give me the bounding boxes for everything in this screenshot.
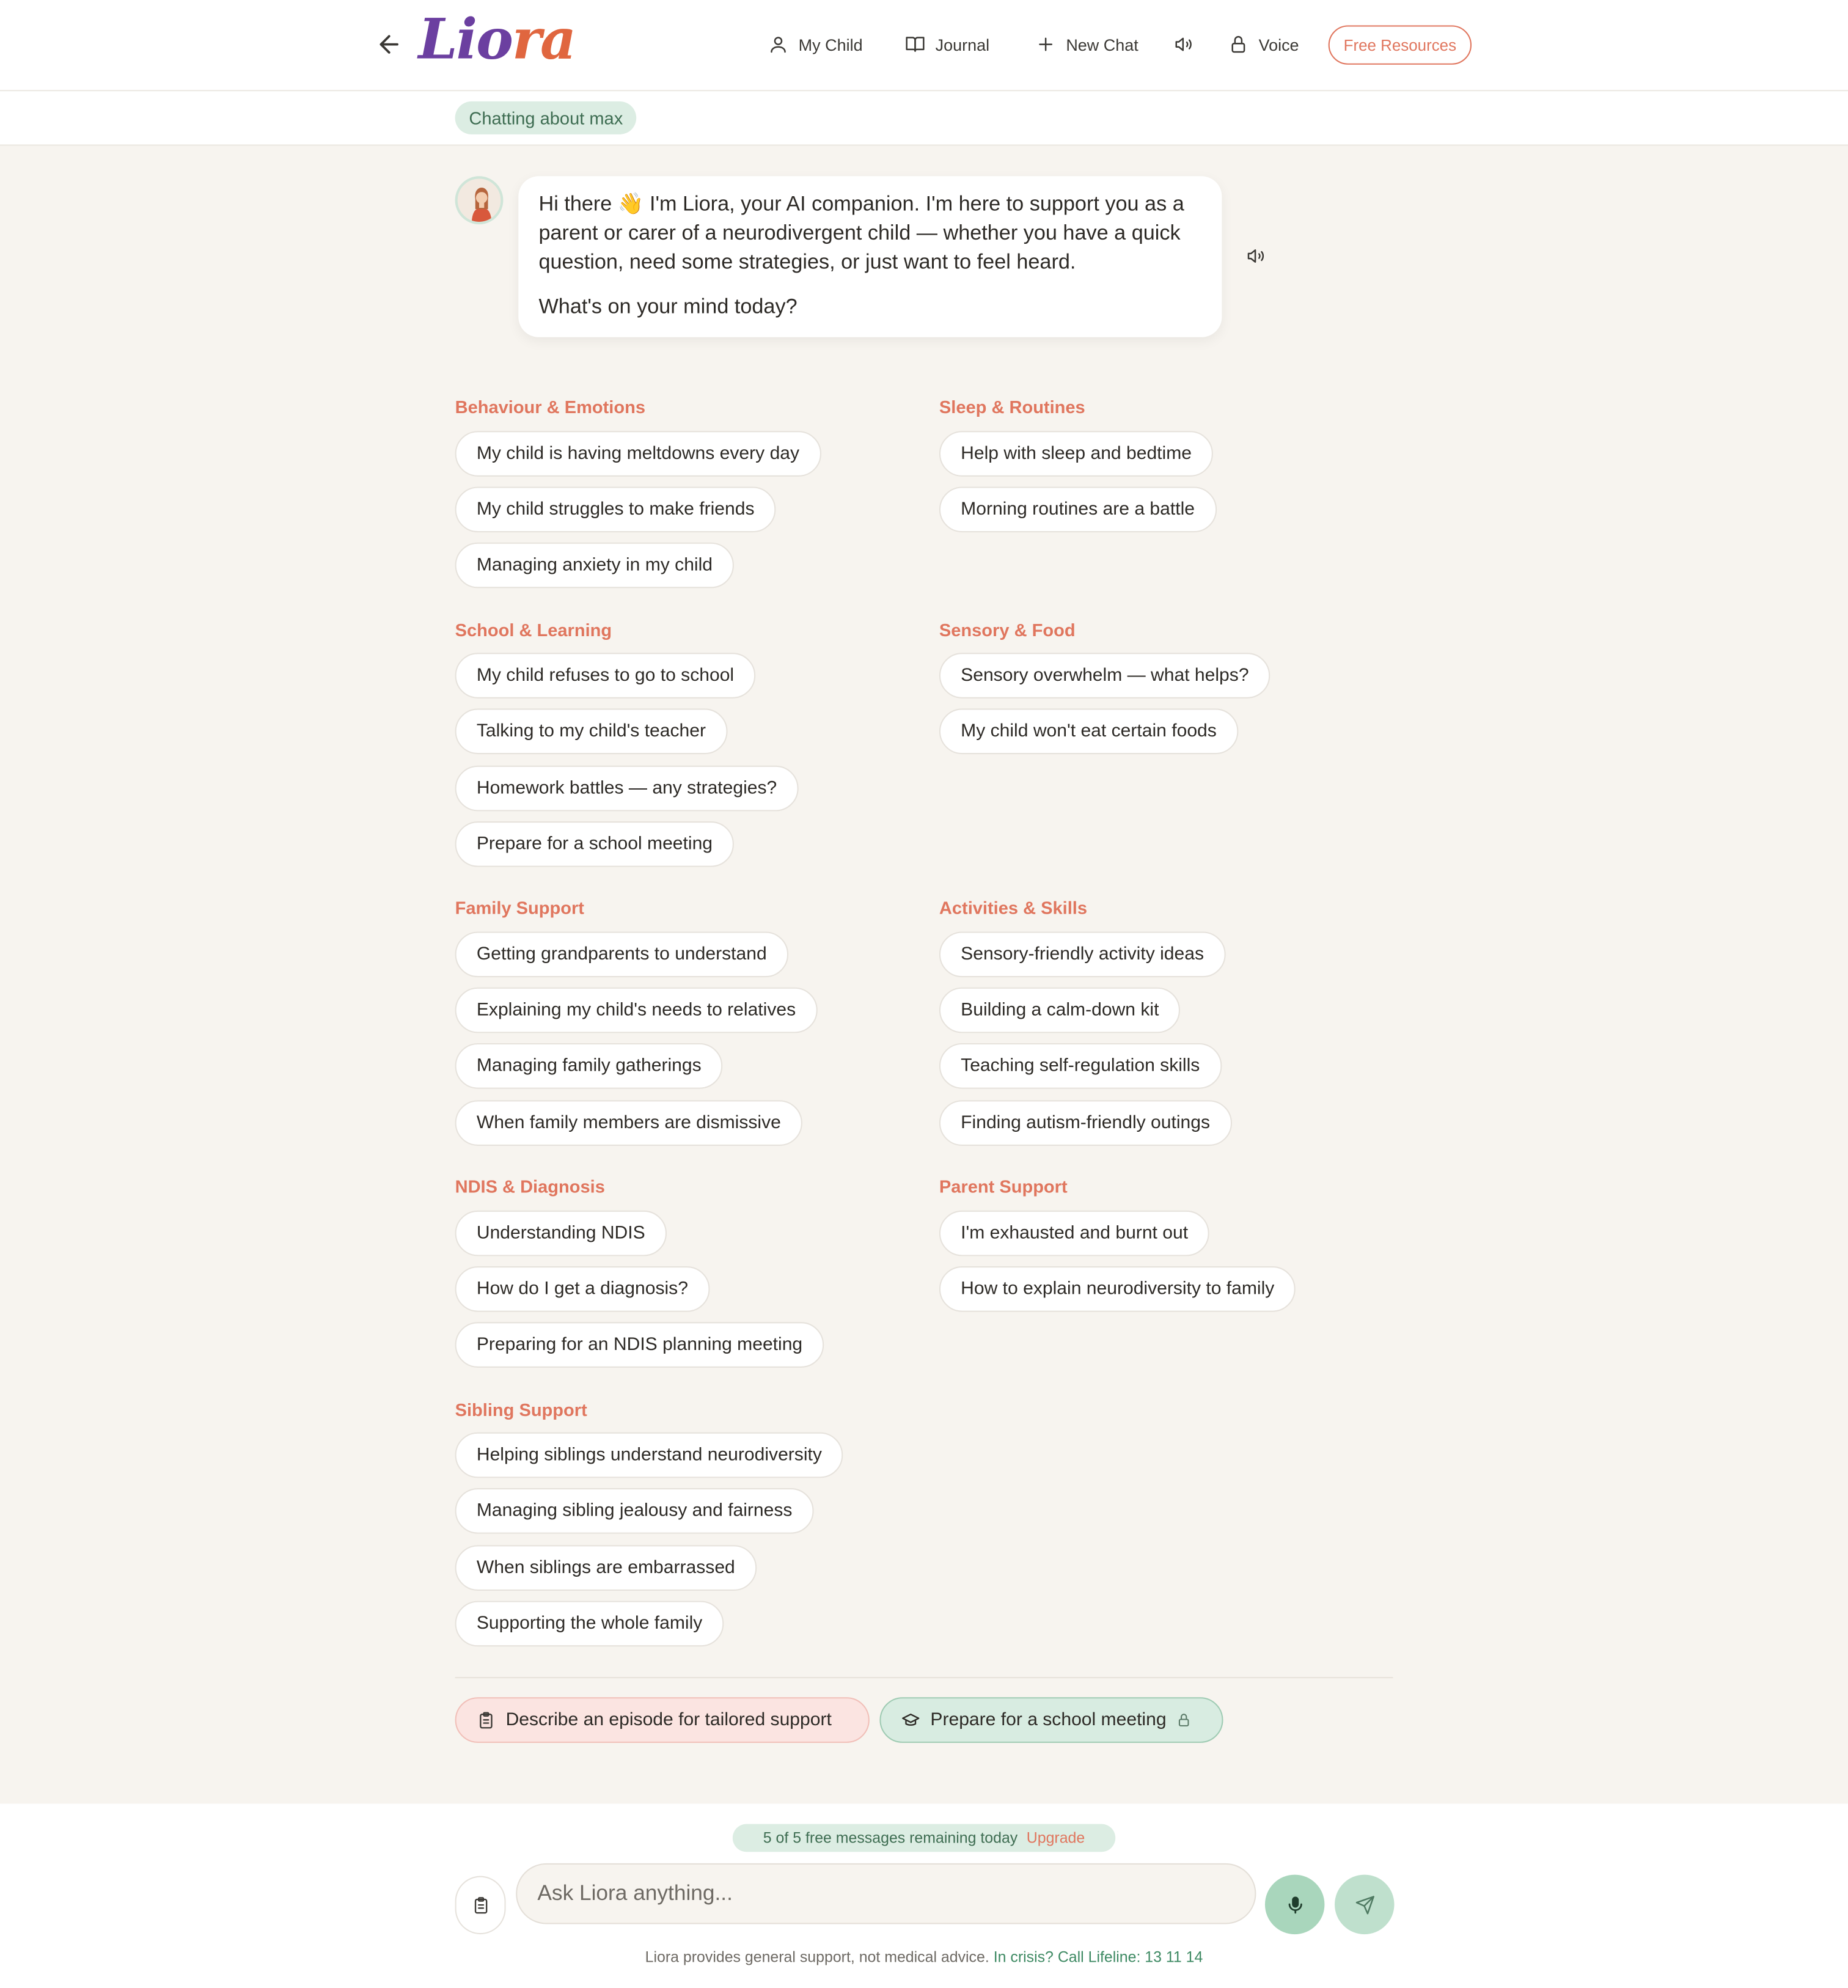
graduation-cap-icon [901, 1711, 920, 1729]
disclaimer-main: Liora provides general support, not medical advice. [645, 1948, 989, 1966]
free-resources-button[interactable]: Free Resources [1329, 25, 1472, 64]
user-icon [768, 34, 788, 54]
quota-text: 5 of 5 free messages remaining today [763, 1828, 1018, 1847]
suggestion-chip[interactable]: Managing sibling jealousy and fairness [455, 1488, 814, 1534]
category-title-sleep: Sleep & Routines [939, 397, 1085, 417]
arrow-left-icon[interactable] [375, 31, 403, 59]
suggestion-chip[interactable]: Sensory overwhelm — what helps? [939, 653, 1270, 699]
suggestion-chip[interactable]: Help with sleep and bedtime [939, 431, 1213, 477]
nav-my-child-label: My Child [798, 35, 863, 54]
composer-footer [0, 1803, 1848, 1987]
suggestion-chip[interactable]: How to explain neurodiversity to family [939, 1266, 1296, 1312]
suggestion-chip[interactable]: My child won't eat certain foods [939, 708, 1238, 754]
suggestion-chip[interactable]: Preparing for an NDIS planning meeting [455, 1322, 824, 1368]
suggestion-chip[interactable]: Supporting the whole family [455, 1601, 724, 1647]
assistant-message-question: What's on your mind today? [538, 295, 798, 318]
category-title-ndis: NDIS & Diagnosis [455, 1176, 605, 1197]
speaker-icon [1174, 34, 1194, 54]
category-title-behaviour: Behaviour & Emotions [455, 397, 646, 417]
suggestion-chip[interactable]: Understanding NDIS [455, 1211, 667, 1256]
category-title-school: School & Learning [455, 620, 612, 640]
suggestion-chip[interactable]: Building a calm-down kit [939, 988, 1181, 1033]
category-title-parent: Parent Support [939, 1176, 1068, 1197]
send-icon [1354, 1894, 1374, 1915]
lock-icon [1176, 1712, 1192, 1728]
liora-logo[interactable] [418, 7, 575, 72]
chat-context-bar [0, 91, 1848, 145]
suggestion-chip[interactable]: My child struggles to make friends [455, 486, 776, 532]
clipboard-icon [471, 1896, 490, 1915]
suggestion-chip[interactable]: Helping siblings understand neurodiversity [455, 1432, 844, 1478]
section-divider [455, 1677, 1393, 1678]
suggestion-chip[interactable]: Morning routines are a battle [939, 486, 1216, 532]
suggestion-chip[interactable]: Finding autism-friendly outings [939, 1100, 1231, 1146]
nav-speaker-toggle[interactable] [1174, 25, 1194, 63]
nav-journal[interactable] [905, 25, 989, 63]
liora-avatar [455, 176, 504, 224]
category-title-activities: Activities & Skills [939, 897, 1087, 918]
suggestion-chip[interactable]: My child refuses to go to school [455, 653, 756, 699]
child-context-pill[interactable]: Chatting about max [455, 101, 637, 134]
suggestion-chip[interactable]: When siblings are embarrassed [455, 1545, 757, 1591]
send-button[interactable] [1335, 1875, 1394, 1934]
message-input[interactable] [516, 1863, 1256, 1924]
chat-area [0, 146, 1848, 1804]
microphone-button[interactable] [1265, 1875, 1324, 1934]
plus-icon [1036, 34, 1056, 54]
describe-episode-label: Describe an episode for tailored support [505, 1709, 832, 1731]
book-icon [905, 34, 925, 54]
disclaimer-text [0, 1948, 1848, 1966]
suggestion-chip[interactable]: Prepare for a school meeting [455, 821, 735, 867]
nav-new-chat[interactable] [1036, 25, 1138, 63]
suggestion-chip[interactable]: Getting grandparents to understand [455, 931, 788, 977]
assistant-message-text: Hi there 👋 I'm Liora, your AI companion. I'm here to support you as a parent or carer of a neurodivergent child — whether you have a quick question, need some strategies, or just want to feel heard. [538, 193, 1184, 274]
category-title-family: Family Support [455, 897, 584, 918]
nav-voice-label: Voice [1258, 35, 1299, 54]
lock-icon [1228, 34, 1248, 54]
category-title-sibling: Sibling Support [455, 1399, 587, 1420]
prepare-school-meeting-label: Prepare for a school meeting [930, 1709, 1167, 1731]
logo-text-part2: ra [512, 7, 576, 73]
suggestion-chip[interactable]: I'm exhausted and burnt out [939, 1211, 1209, 1256]
suggestion-chip[interactable]: Sensory-friendly activity ideas [939, 931, 1225, 977]
upgrade-link[interactable]: Upgrade [1026, 1828, 1085, 1847]
suggestion-chip[interactable]: Managing family gatherings [455, 1043, 723, 1089]
microphone-icon [1285, 1894, 1305, 1915]
read-aloud-icon[interactable] [1246, 246, 1266, 266]
clipboard-icon [477, 1711, 496, 1729]
assistant-message-bubble [518, 176, 1222, 337]
nav-voice[interactable] [1228, 25, 1299, 63]
top-header [0, 0, 1848, 91]
suggestion-chip[interactable]: When family members are dismissive [455, 1100, 803, 1146]
describe-episode-button[interactable] [455, 1697, 870, 1743]
message-quota-badge [733, 1824, 1115, 1852]
category-title-sensory: Sensory & Food [939, 620, 1076, 640]
suggestion-chip[interactable]: Talking to my child's teacher [455, 708, 728, 754]
prepare-school-meeting-button[interactable] [879, 1697, 1223, 1743]
suggestion-chip[interactable]: Teaching self-regulation skills [939, 1043, 1222, 1089]
nav-new-chat-label: New Chat [1066, 35, 1138, 54]
suggestion-chip[interactable]: How do I get a diagnosis? [455, 1266, 710, 1312]
nav-journal-label: Journal [935, 35, 990, 54]
episode-log-button[interactable] [455, 1876, 506, 1934]
suggestion-chip[interactable]: Homework battles — any strategies? [455, 766, 799, 812]
suggestion-chip[interactable]: Managing anxiety in my child [455, 543, 735, 589]
crisis-line-link[interactable]: In crisis? Call Lifeline: 13 11 14 [993, 1948, 1203, 1966]
nav-my-child[interactable] [768, 25, 863, 63]
suggestion-chip[interactable]: My child is having meltdowns every day [455, 431, 821, 477]
suggestion-chip[interactable]: Explaining my child's needs to relatives [455, 988, 818, 1033]
logo-text-part1: Lio [418, 7, 512, 73]
